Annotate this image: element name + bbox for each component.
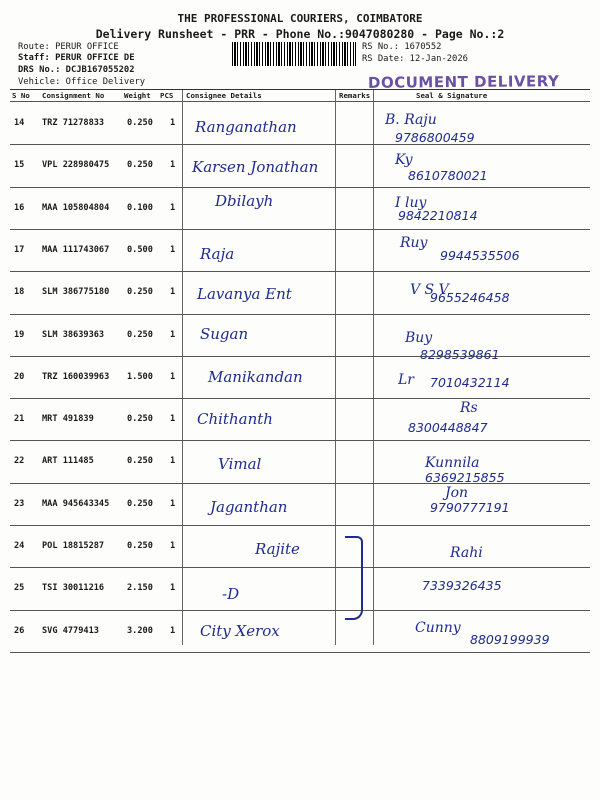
handwritten-signature: Ruy bbox=[400, 235, 428, 251]
row-sno: 26 bbox=[14, 625, 25, 636]
row-pcs: 1 bbox=[170, 202, 176, 213]
row-pcs: 1 bbox=[170, 244, 176, 255]
handwritten-signature: Rs bbox=[460, 400, 478, 416]
col-remarks: Remarks bbox=[339, 91, 371, 100]
handwritten-phone: 8298539861 bbox=[420, 347, 500, 362]
row-pcs: 1 bbox=[170, 287, 176, 298]
handwritten-consignee-name: City Xerox bbox=[200, 622, 280, 640]
handwritten-signature: Buy bbox=[405, 330, 433, 346]
handwritten-consignee-name: Ranganathan bbox=[195, 118, 297, 136]
row-consignment-no: SLM 386775180 bbox=[42, 287, 110, 298]
handwritten-consignee-name: Lavanya Ent bbox=[197, 285, 292, 303]
document-delivery-stamp: DOCUMENT DELIVERY bbox=[367, 72, 560, 92]
row-consignment-no: ART 111485 bbox=[42, 456, 94, 467]
row-consignment-no: MRT 491839 bbox=[42, 414, 94, 425]
drs-number: DRS No.: DCJB167055202 bbox=[18, 65, 135, 75]
row-consignment-no: MAA 111743067 bbox=[42, 244, 110, 255]
col-sno: S No bbox=[12, 91, 30, 100]
row-sno: 15 bbox=[14, 160, 25, 171]
handwritten-consignee-name: -D bbox=[222, 585, 240, 603]
route-label: Route: PERUR OFFICE bbox=[18, 42, 119, 52]
row-consignment-no: SVG 4779413 bbox=[42, 625, 99, 636]
row-pcs: 1 bbox=[170, 541, 176, 551]
handwritten-signature: Kunnila bbox=[425, 455, 480, 471]
row-weight: 0.250 bbox=[127, 118, 153, 128]
row-consignment-no: TRZ 160039963 bbox=[42, 371, 110, 382]
handwritten-phone: 9655246458 bbox=[430, 290, 510, 305]
handwritten-phone: 8809199939 bbox=[470, 632, 550, 647]
handwritten-phone: 9786800459 bbox=[395, 130, 475, 145]
row-sno: 25 bbox=[14, 583, 25, 594]
row-pcs: 1 bbox=[170, 456, 176, 467]
vehicle-label: Vehicle: Office Delivery bbox=[18, 77, 146, 87]
handwritten-consignee-name: Dbilayh bbox=[215, 192, 274, 210]
handwritten-phone: 8610780021 bbox=[408, 168, 488, 183]
company-title: THE PROFESSIONAL COURIERS, COIMBATORE bbox=[177, 12, 423, 25]
row-consignment-no: MAA 105804804 bbox=[42, 202, 110, 213]
handwritten-phone: 9790777191 bbox=[430, 500, 510, 515]
handwritten-signature: B. Raju bbox=[385, 112, 437, 128]
table-row bbox=[12, 102, 588, 145]
runsheet-title: Delivery Runsheet - PRR - Phone No.:9047080280 - Page No.:2 bbox=[95, 27, 505, 41]
row-sno: 21 bbox=[14, 414, 25, 425]
row-pcs: 1 bbox=[170, 371, 176, 382]
row-consignment-no: VPL 228980475 bbox=[42, 160, 110, 171]
row-weight: 0.100 bbox=[127, 202, 153, 213]
handwritten-consignee-name: Rajite bbox=[255, 540, 300, 558]
handwritten-consignee-name: Sugan bbox=[200, 325, 249, 343]
row-weight: 0.500 bbox=[127, 244, 153, 255]
handwritten-signature: Lr bbox=[398, 372, 414, 388]
row-weight: 0.250 bbox=[127, 287, 153, 298]
row-weight: 2.150 bbox=[127, 583, 153, 594]
table-row bbox=[12, 314, 588, 357]
col-weight: Weight bbox=[124, 91, 151, 100]
handwritten-phone: 9944535506 bbox=[440, 248, 520, 263]
row-pcs: 1 bbox=[170, 329, 176, 340]
col-consignment: Consignment No bbox=[42, 91, 105, 100]
row-weight: 3.200 bbox=[127, 625, 153, 636]
row-sno: 20 bbox=[14, 371, 25, 382]
handwritten-consignee-name: Vimal bbox=[218, 455, 262, 473]
handwritten-consignee-name: Manikandan bbox=[208, 368, 303, 386]
row-divider bbox=[10, 652, 590, 653]
handwritten-phone: 7339326435 bbox=[422, 578, 502, 593]
row-sno: 18 bbox=[14, 287, 25, 298]
row-weight: 1.500 bbox=[127, 371, 153, 382]
row-sno: 16 bbox=[14, 202, 25, 213]
row-pcs: 1 bbox=[170, 498, 176, 509]
row-consignment-no: TRZ 71278833 bbox=[42, 118, 105, 128]
handwritten-consignee-name: Jaganthan bbox=[210, 498, 288, 516]
table-row bbox=[12, 525, 588, 568]
row-weight: 0.250 bbox=[127, 414, 153, 425]
row-pcs: 1 bbox=[170, 414, 176, 425]
row-weight: 0.250 bbox=[127, 498, 153, 509]
column-headers bbox=[12, 91, 588, 101]
rs-date: RS Date: 12-Jan-2026 bbox=[362, 54, 468, 64]
row-sno: 22 bbox=[14, 456, 25, 467]
row-sno: 14 bbox=[14, 118, 25, 128]
handwritten-consignee-name: Raja bbox=[200, 245, 235, 263]
table-row bbox=[12, 398, 588, 441]
row-pcs: 1 bbox=[170, 118, 176, 128]
table-row bbox=[12, 187, 588, 230]
row-pcs: 1 bbox=[170, 583, 176, 594]
handwritten-phone: 7010432114 bbox=[430, 375, 510, 390]
row-weight: 0.250 bbox=[127, 329, 153, 340]
handwritten-phone: 6369215855 bbox=[425, 470, 505, 485]
col-consignee: Consignee Details bbox=[186, 91, 262, 100]
row-consignment-no: MAA 945643345 bbox=[42, 498, 110, 509]
handwritten-signature: Cunny bbox=[415, 620, 461, 636]
row-sno: 19 bbox=[14, 329, 25, 340]
rs-number: RS No.: 1670552 bbox=[362, 42, 442, 52]
handwritten-bracket bbox=[345, 536, 363, 620]
row-sno: 23 bbox=[14, 498, 25, 509]
col-seal: Seal & Signature bbox=[416, 91, 488, 100]
row-consignment-no: TSI 30011216 bbox=[42, 583, 105, 594]
row-weight: 0.250 bbox=[127, 541, 153, 551]
col-pcs: PCS bbox=[160, 91, 174, 100]
handwritten-consignee-name: Karsen Jonathan bbox=[192, 158, 319, 176]
barcode bbox=[232, 42, 356, 66]
handwritten-signature: Ky bbox=[395, 152, 413, 168]
handwritten-consignee-name: Chithanth bbox=[197, 410, 273, 428]
handwritten-signature: Jon bbox=[445, 485, 469, 501]
row-pcs: 1 bbox=[170, 160, 176, 171]
row-consignment-no: POL 18815287 bbox=[42, 541, 105, 551]
handwritten-signature: V S V bbox=[410, 282, 449, 298]
row-sno: 24 bbox=[14, 541, 25, 551]
row-consignment-no: SLM 38639363 bbox=[42, 329, 105, 340]
staff-label: Staff: PERUR OFFICE DE bbox=[18, 53, 135, 63]
handwritten-phone: 8300448847 bbox=[408, 420, 488, 435]
header-top-rule bbox=[10, 89, 590, 90]
row-weight: 0.250 bbox=[127, 160, 153, 171]
row-sno: 17 bbox=[14, 244, 25, 255]
handwritten-signature: I luy bbox=[395, 195, 427, 211]
handwritten-phone: 9842210814 bbox=[398, 208, 478, 223]
row-pcs: 1 bbox=[170, 625, 176, 636]
row-weight: 0.250 bbox=[127, 456, 153, 467]
handwritten-signature: Rahi bbox=[450, 545, 483, 561]
